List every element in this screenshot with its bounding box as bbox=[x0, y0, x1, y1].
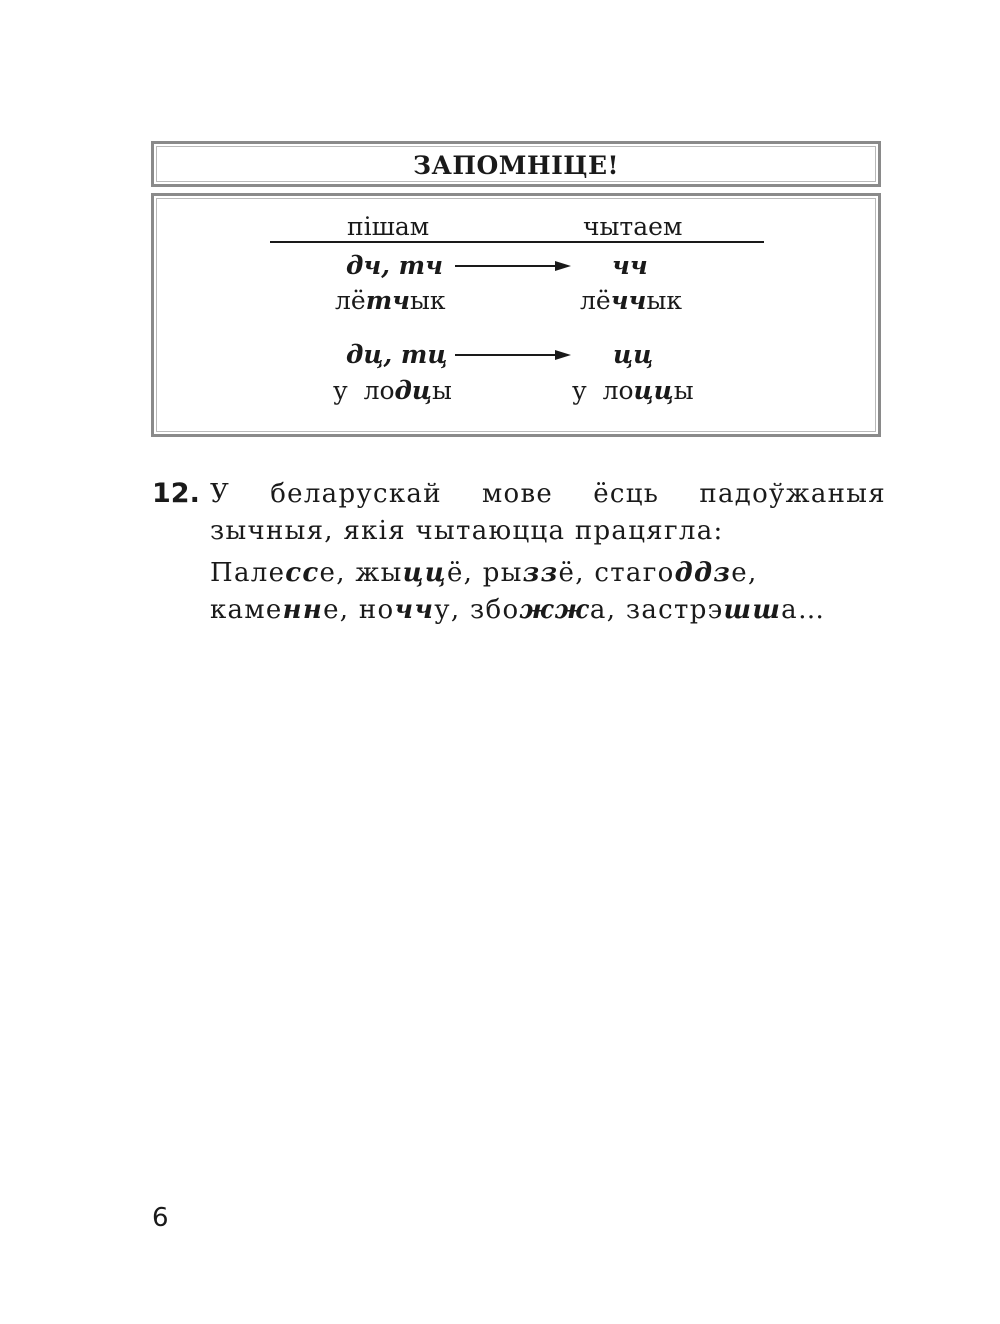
example-written-2-before: у ло bbox=[333, 376, 395, 405]
written-combo-2: дц, тц bbox=[346, 340, 448, 369]
rule-box bbox=[151, 193, 881, 437]
written-combo-1: дч, тч bbox=[346, 251, 443, 280]
arrow-right-icon bbox=[455, 258, 573, 274]
read-combo-1: чч bbox=[612, 251, 648, 280]
example-read-2-highlight: цц bbox=[633, 376, 674, 405]
rule-inner-border bbox=[156, 198, 876, 432]
example-read-2-after: ы bbox=[673, 376, 694, 405]
header-underline bbox=[270, 241, 764, 243]
example-written-2-highlight: дц bbox=[394, 376, 433, 405]
example-read-1 bbox=[580, 286, 682, 315]
example-written-1-highlight: тч bbox=[365, 286, 411, 315]
example-word: застрэшша… bbox=[625, 595, 826, 625]
example-word: збожжа, bbox=[470, 595, 626, 625]
example-read-1-highlight: чч bbox=[610, 286, 647, 315]
example-read-1-before: лё bbox=[580, 286, 611, 315]
exercise-intro: У беларускай мове ёсць падоўжаныя зычныя, якія чытаюцца працягла: bbox=[210, 479, 886, 546]
example-written-1 bbox=[335, 286, 446, 315]
remember-header-box bbox=[151, 141, 881, 187]
example-word: Палессе, bbox=[210, 558, 356, 588]
read-combo-2: цц bbox=[613, 340, 654, 369]
example-written-2 bbox=[333, 376, 452, 405]
example-written-1-before: лё bbox=[335, 286, 366, 315]
remember-title: ЗАПОМНІЦЕ! bbox=[413, 150, 619, 180]
exercise-number: 12. bbox=[152, 478, 200, 509]
example-written-1-after: ык bbox=[410, 286, 446, 315]
column-header-write: пішам bbox=[347, 212, 430, 241]
example-word: ноччу, bbox=[358, 595, 471, 625]
example-word: жыццё, bbox=[355, 558, 483, 588]
arrow-right-icon bbox=[455, 347, 573, 363]
page-number: 6 bbox=[152, 1203, 169, 1233]
example-read-2-before: у ло bbox=[572, 376, 634, 405]
example-read-2 bbox=[572, 376, 694, 405]
example-read-1-after: ык bbox=[646, 286, 682, 315]
example-word: рыззё, bbox=[482, 558, 595, 588]
example-word: каменне, bbox=[210, 595, 359, 625]
example-word: стагоддзе, bbox=[594, 558, 758, 588]
example-written-2-after: ы bbox=[432, 376, 452, 405]
column-header-read: чытаем bbox=[583, 212, 683, 241]
exercise-examples bbox=[210, 555, 886, 629]
